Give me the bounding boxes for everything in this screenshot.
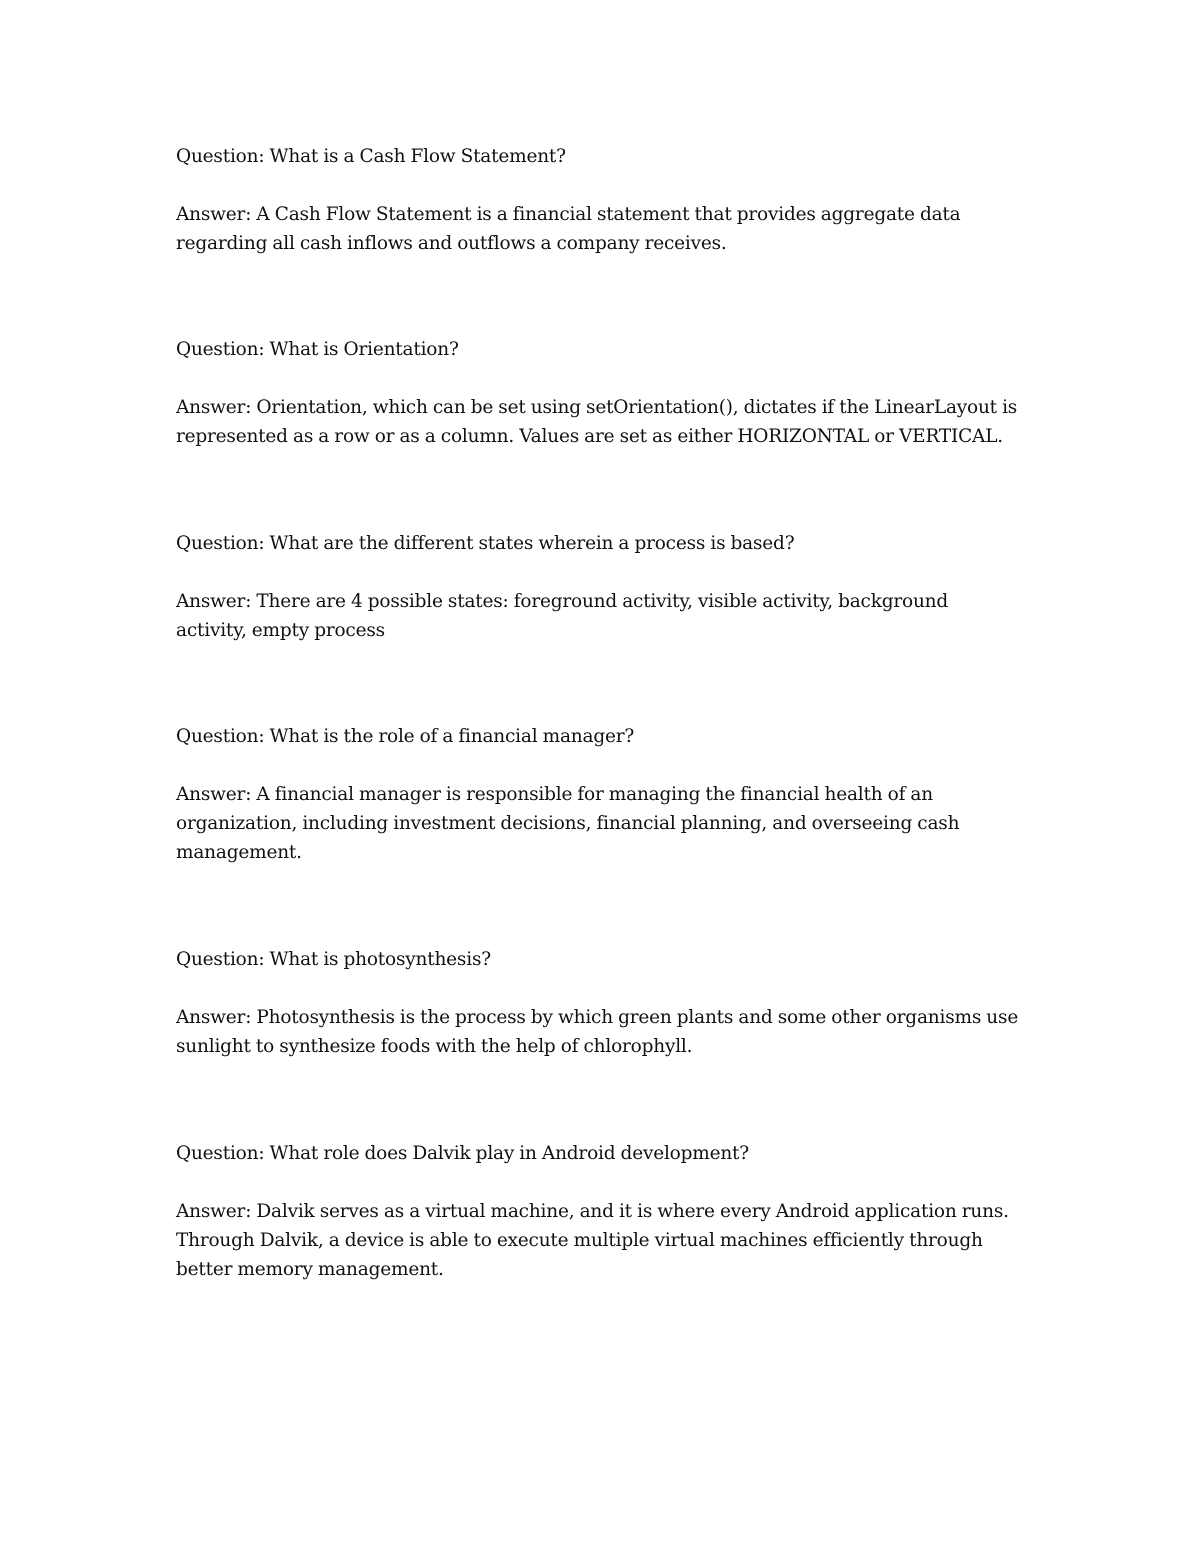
answer-line: Answer: Dalvik serves as a virtual machine, and it is where every Android application runs. [176,1201,1009,1222]
answer-line: management. [176,842,302,863]
answer-text [176,780,1046,867]
question-text: Question: What is a Cash Flow Statement? [176,146,566,167]
qa-item-cash-flow [176,142,1046,258]
answer-line: sunlight to synthesize foods with the help of chlorophyll. [176,1036,693,1057]
qa-item-photosynthesis [176,945,1046,1061]
qa-item-financial-manager [176,722,1046,867]
qa-item-dalvik [176,1139,1046,1284]
question-text: Question: What is photosynthesis? [176,949,491,970]
answer-line: Answer: There are 4 possible states: foreground activity, visible activity, background [176,591,949,612]
answer-line: Answer: A financial manager is responsible for managing the financial health of an [176,784,933,805]
answer-text [176,200,1046,258]
answer-line: activity, empty process [176,620,385,641]
question-text: Question: What is Orientation? [176,339,459,360]
qa-item-orientation [176,335,1046,451]
answer-text [176,1003,1046,1061]
answer-text [176,587,1046,645]
answer-line: Answer: Orientation, which can be set using setOrientation(), dictates if the LinearLayout is [176,397,1018,418]
answer-line: Answer: A Cash Flow Statement is a financial statement that provides aggregate data [176,204,961,225]
answer-line: Answer: Photosynthesis is the process by which green plants and some other organisms use [176,1007,1019,1028]
question-text: Question: What role does Dalvik play in Android development? [176,1143,750,1164]
answer-text [176,1197,1046,1284]
question-text: Question: What is the role of a financial manager? [176,726,635,747]
answer-line: organization, including investment decisions, financial planning, and overseeing cash [176,813,960,834]
answer-line: regarding all cash inflows and outflows a company receives. [176,233,727,254]
answer-text [176,393,1046,451]
question-text: Question: What are the different states wherein a process is based? [176,533,795,554]
answer-line: represented as a row or as a column. Values are set as either HORIZONTAL or VERTICAL. [176,426,1003,447]
qa-item-process-states [176,529,1046,645]
answer-line: Through Dalvik, a device is able to execute multiple virtual machines efficiently through [176,1230,983,1251]
answer-line: better memory management. [176,1259,444,1280]
